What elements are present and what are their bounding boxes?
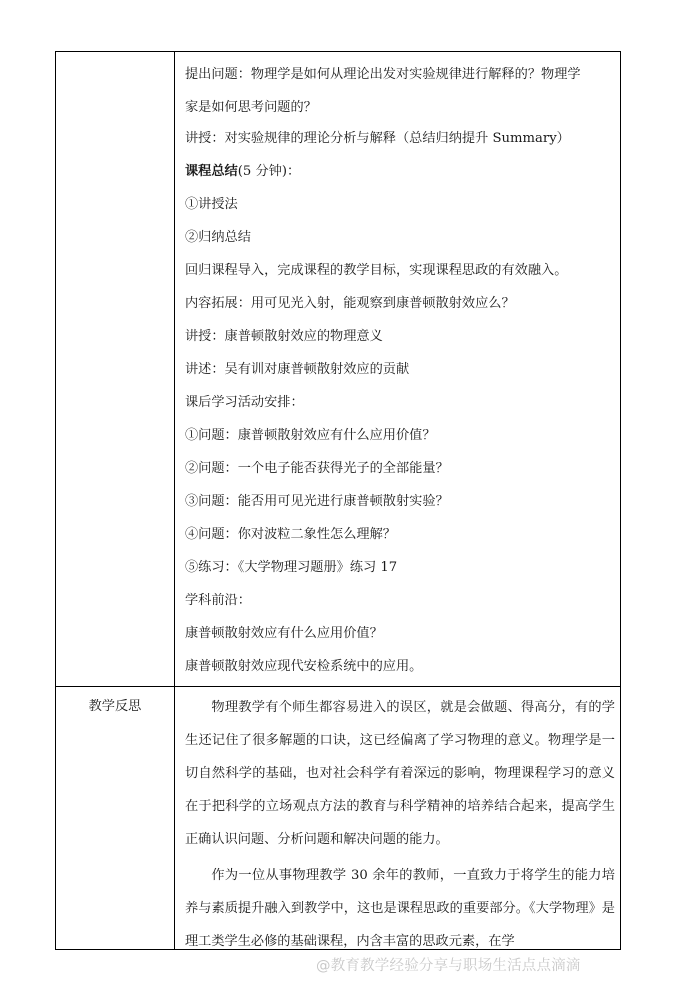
watermark: @教育教学经验分享与职场生活点点滴滴 [316,958,581,974]
lesson-plan-table [55,51,621,950]
course-summary-heading [185,160,615,193]
text-line: 学科前沿： [185,593,251,608]
summary-heading-bold: 课程总结 [185,164,238,179]
text-line: ③问题：能否用可见光进行康普顿散射实验？ [185,494,449,509]
text-line: ④问题：你对波粒二象性怎么理解？ [185,527,396,542]
text-line: ②问题：一个电子能否获得光子的全部能量？ [185,461,449,476]
text-line: ①问题：康普顿散射效应有什么应用价值？ [185,428,436,443]
teaching-process-content [185,63,615,688]
text-line: 回归课程导入，完成课程的教学目标，实现课程思政的有效融入。 [185,263,568,278]
text-line: ②归纳总结 [185,230,251,245]
text-line: 课后学习活动安排： [185,395,304,410]
column-divider [174,52,175,949]
text-line: 家是如何思考问题的？ [185,100,317,115]
text-line: 讲述：吴有训对康普顿散射效应的贡献 [185,362,410,377]
text-line: 讲授：康普顿散射效应的物理意义 [185,329,383,344]
summary-heading-duration: (5 分钟)： [237,164,301,179]
text-line: ①讲授法 [185,197,238,212]
text-line: 康普顿散射效应有什么应用价值？ [185,626,383,641]
text-line: 提出问题：物理学是如何从理论出发对实验规律进行解释的？物理学 [185,67,581,82]
text-line: 康普顿散射效应现代安检系统中的应用。 [185,659,423,674]
text-line: ⑤练习：《大学物理习题册》练习 17 [185,560,398,575]
reflection-paragraph-2: 作为一位从事物理教学 30 余年的教师，一直致力于将学生的能力培养与素质提升融入到教学中，这也是课程思政的重要部分。《大学物理》是理工类学生必修的基础课程，内含丰富的思政元素，在学 [185,868,615,949]
text-line: 讲授：对实验规律的理论分析与解释（总结归纳提升 Summary） [185,131,570,146]
text-line: 内容拓展：用可见光入射，能观察到康普顿散射效应么？ [185,296,515,311]
reflection-paragraph-1: 物理教学有个师生都容易进入的误区，就是会做题、得高分，有的学生还记住了很多解题的口诀，这已经偏离了学习物理的意义。物理学是一切自然科学的基础，也对社会科学有着深远的影响，物理课程学习的意义在于把科学的立场观点方法的教育与科学精神的培养结合起来，提高学生正确认识问题、分析问题和解决问题的能力。 [185,700,615,847]
reflection-label: 教学反思 [88,699,142,714]
